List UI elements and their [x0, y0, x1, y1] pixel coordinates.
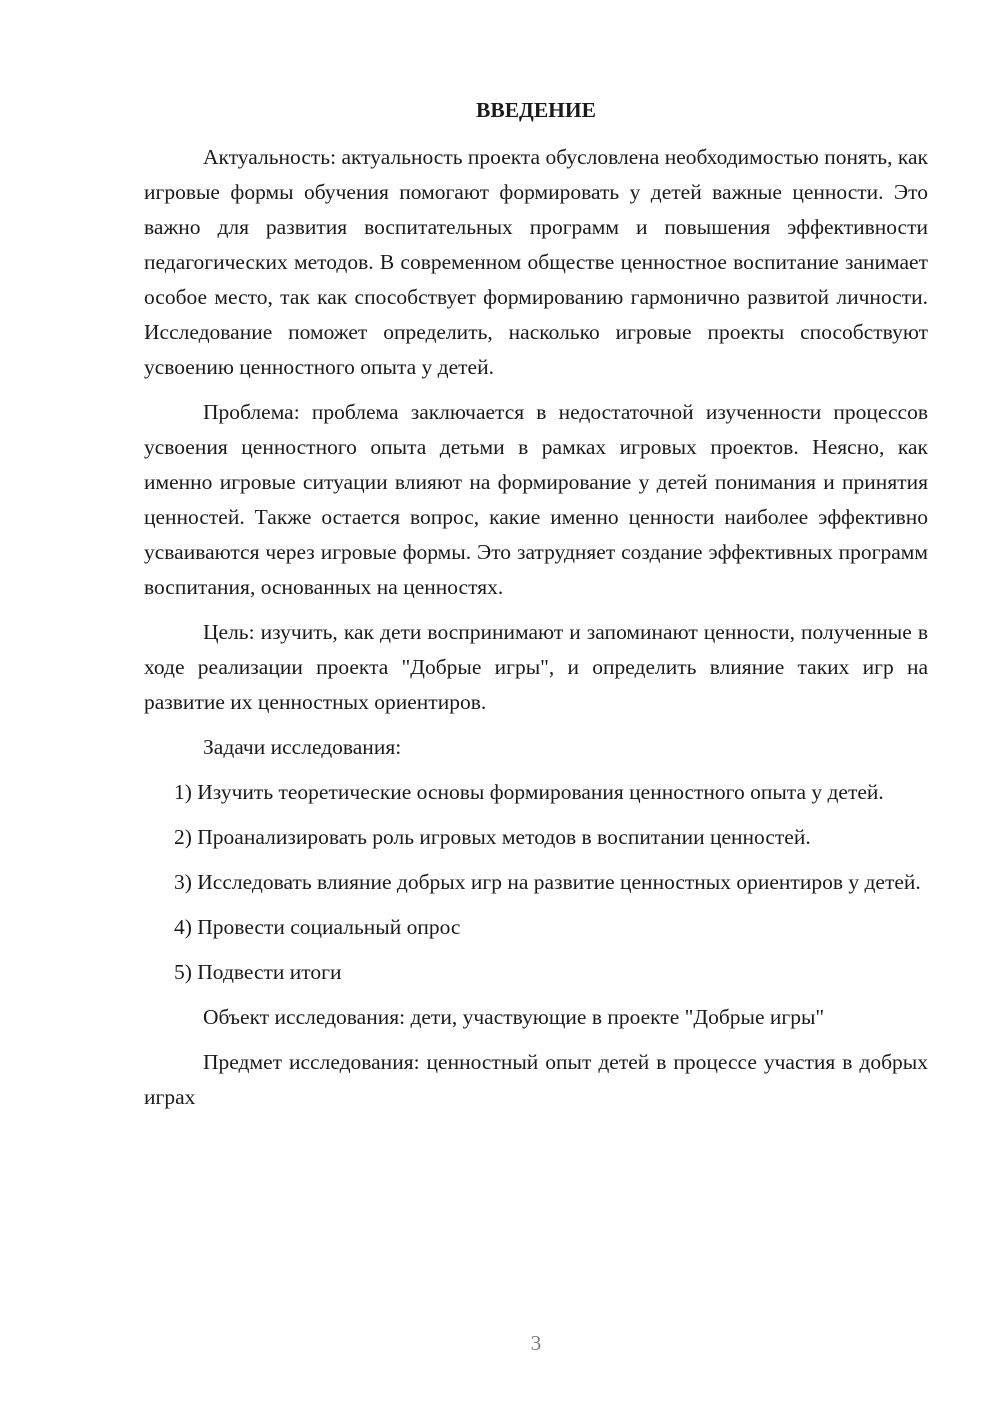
task-item-1: 1) Изучить теоретические основы формирования ценностного опыта у детей. [174, 780, 884, 804]
task-item-4: 4) Провести социальный опрос [174, 915, 461, 939]
task-item-3: 3) Исследовать влияние добрых игр на развитие ценностных ориентиров у детей. [174, 870, 921, 894]
relevance-paragraph: Актуальность: актуальность проекта обусловлена необходимостью понять, как игровые формы обучения помогают формировать у детей важные ценности. Это важно для развития воспитательных программ и повышения эффективности педагогических методов. В современном обществе ценностное воспитание занимает особое место, так как способствует формированию гармонично развитой личности. Исследование поможет определить, насколько игровые проекты способствуют усвоению ценностного опыта у детей. [144, 145, 928, 379]
task-item-5: 5) Подвести итоги [174, 960, 342, 984]
problem-paragraph: Проблема: проблема заключается в недостаточной изученности процессов усвоения ценностного опыта детьми в рамках игровых проектов. Неясно, как именно игровые ситуации влияют на формирование у детей понимания и принятия ценностей. Также остается вопрос, какие именно ценности наиболее эффективно усваиваются через игровые формы. Это затрудняет создание эффективных программ воспитания, основанных на ценностях. [144, 400, 928, 599]
research-subject: Предмет исследования: ценностный опыт детей в процессе участия в добрых играх [144, 1050, 928, 1109]
page-number: 3 [530, 1331, 542, 1355]
tasks-heading: Задачи исследования: [203, 735, 402, 759]
task-item-2: 2) Проанализировать роль игровых методов в воспитании ценностей. [174, 825, 811, 849]
document-body [144, 90, 928, 1125]
goal-paragraph: Цель: изучить, как дети воспринимают и запоминают ценности, полученные в ходе реализации проекта "Добрые игры", и определить влияние таких игр на развитие их ценностных ориентиров. [144, 620, 928, 714]
research-object: Объект исследования: дети, участвующие в проекте "Добрые игры" [203, 1005, 825, 1029]
section-title: ВВЕДЕНИЕ [476, 98, 596, 122]
